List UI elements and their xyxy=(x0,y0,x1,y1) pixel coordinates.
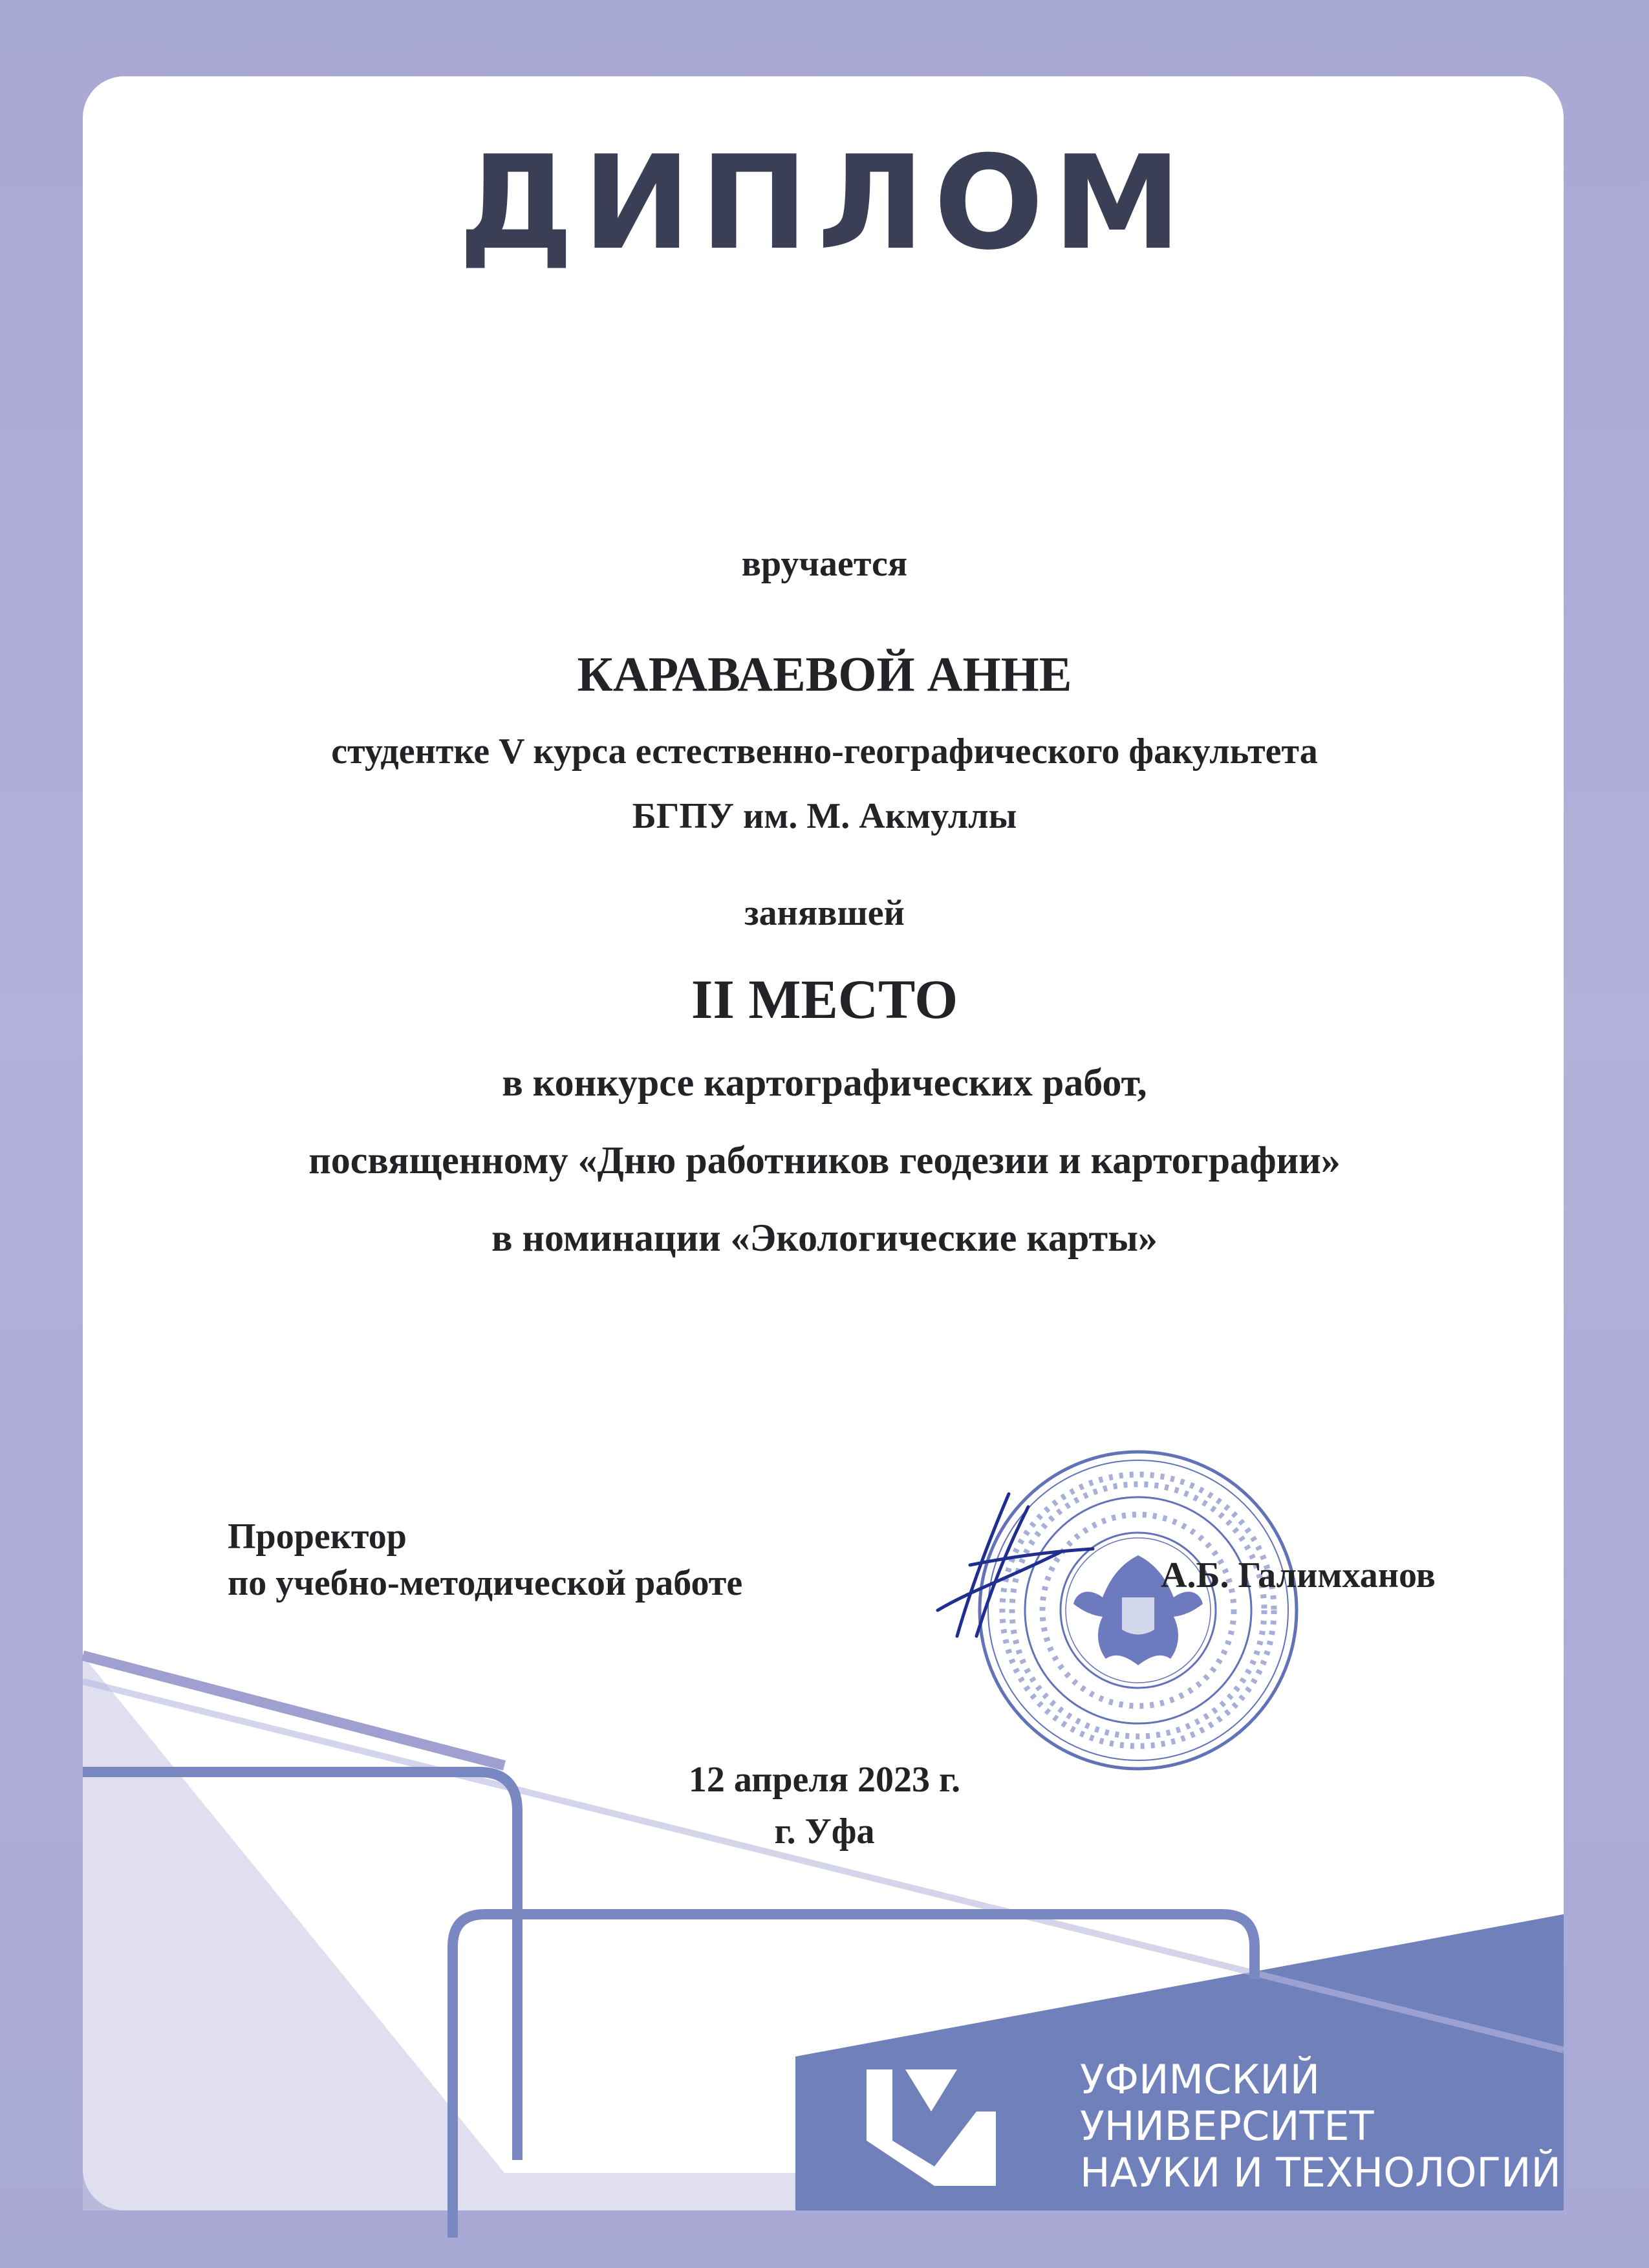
signer-position-line-2: по учебно-методической работе xyxy=(228,1563,743,1603)
issue-date: 12 апреля 2023 г. xyxy=(688,1760,961,1800)
recipient-university: БГПУ им. М. Акмуллы xyxy=(632,796,1017,836)
university-name-line-1: УФИМСКИЙ xyxy=(1080,2056,1320,2103)
contest-line-1: в конкурсе картографических работ, xyxy=(502,1061,1147,1104)
awarded-word: вручается xyxy=(741,544,908,584)
corner-shade xyxy=(83,1656,795,2210)
signer-name: А.Б. Галимханов xyxy=(1161,1555,1436,1595)
place-award: II МЕСТО xyxy=(691,968,958,1030)
university-logo-icon xyxy=(867,2063,996,2186)
university-name-line-3: НАУКИ И ТЕХНОЛОГИЙ xyxy=(1080,2149,1561,2196)
recipient-description: студентке V курса естественно-географического факультета xyxy=(331,731,1318,772)
signer-position-line-1: Проректор xyxy=(228,1517,407,1557)
handwritten-signature xyxy=(931,1481,1106,1649)
contest-line-3: в номинации «Экологические карты» xyxy=(491,1216,1158,1259)
issue-city: г. Уфа xyxy=(774,1811,875,1852)
contest-line-2: посвященному «Дню работников геодезии и картографии» xyxy=(308,1139,1341,1182)
diploma-title: ДИПЛОМ xyxy=(458,128,1191,279)
recipient-name: КАРАВАЕВОЙ АННЕ xyxy=(577,647,1072,702)
university-name-line-2: УНИВЕРСИТЕТ xyxy=(1080,2102,1374,2150)
university-name xyxy=(1080,2057,1561,2196)
signer-position xyxy=(228,1513,742,1606)
university-logo xyxy=(795,2056,1561,2225)
took-word: занявшей xyxy=(744,893,905,933)
